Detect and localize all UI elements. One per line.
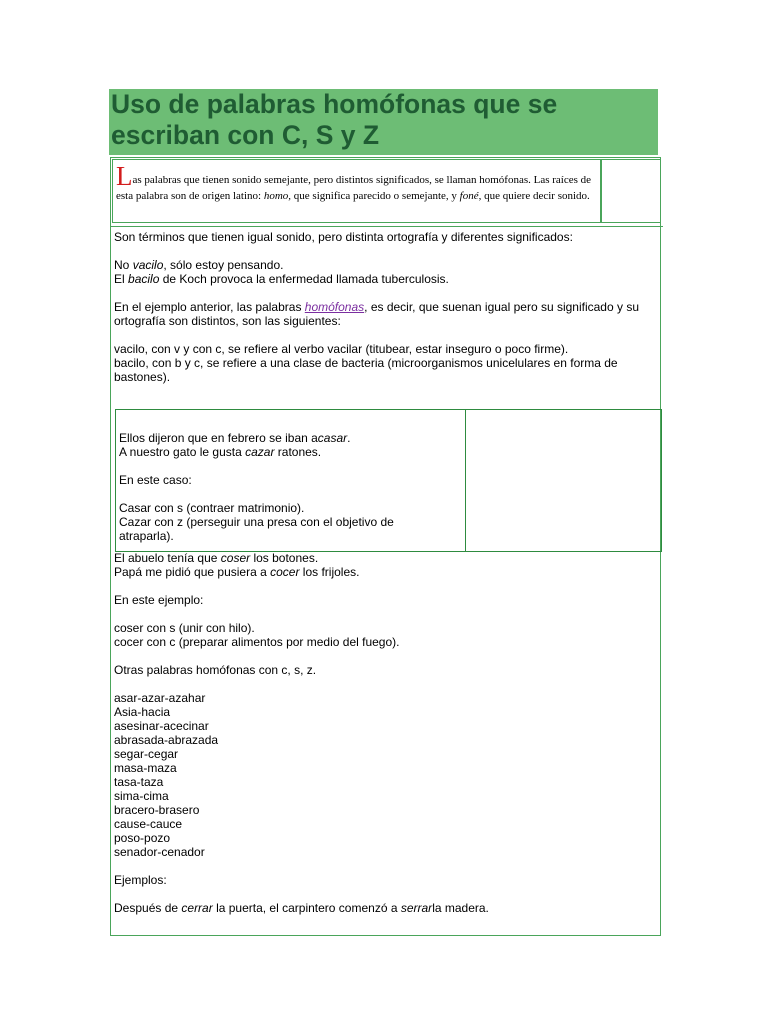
- example-vacilo: No vacilo, sólo estoy pensando.: [114, 258, 284, 272]
- definition-text: Son términos que tienen igual sonido, pero distinta ortografía y diferentes significados:: [114, 230, 573, 244]
- coser-definition: coser con s (unir con hilo).: [114, 621, 255, 635]
- word-pair: asesinar-acecinar: [114, 719, 209, 733]
- example-coser: El abuelo tenía que coser los botones.: [114, 551, 319, 565]
- example-cazar: A nuestro gato le gusta cazar ratones.: [119, 445, 322, 459]
- ejemplo-label: En este ejemplo:: [114, 593, 204, 607]
- ejemplos-label: Ejemplos:: [114, 873, 167, 887]
- intro-text-1: as palabras que tienen sonido semejante, pero distintos significados, se llaman homófonas. Las raíces de esta palabra son de origen latino:: [116, 174, 592, 202]
- page-title: Uso de palabras homófonas que se escriban con C, S y Z: [111, 89, 558, 150]
- inner-left-cell: [116, 410, 466, 551]
- word-pair: sima-cima: [114, 789, 169, 803]
- example-cocer: Papá me pidió que pusiera a cocer los frijoles.: [114, 565, 360, 579]
- example-casar: Ellos dijeron que en febrero se iban acasar.: [119, 431, 351, 445]
- title-banner: [109, 89, 658, 155]
- intro-empty-cell: [601, 159, 661, 223]
- word-pair: segar-cegar: [114, 747, 179, 761]
- casar-definition: Casar con s (contraer matrimonio).: [119, 501, 305, 515]
- section-homofonas: [114, 230, 659, 384]
- intro-fone: foné,: [459, 189, 482, 202]
- drop-cap: L: [116, 161, 133, 191]
- intro-text-2: que significa parecido o semejante, y: [291, 189, 460, 202]
- cocer-definition: cocer con c (preparar alimentos por medio del fuego).: [114, 635, 400, 649]
- word-pair: masa-maza: [114, 761, 177, 775]
- caso-label: En este caso:: [119, 473, 192, 487]
- intro-cell: [112, 159, 601, 223]
- example-cerrar-serrar: Después de cerrar la puerta, el carpintero comenzó a serrarla madera.: [114, 901, 489, 915]
- inner-table: [115, 409, 662, 552]
- word-pair: asar-azar-azahar: [114, 691, 206, 705]
- example-bacilo: El bacilo de Koch provoca la enfermedad llamada tuberculosis.: [114, 272, 449, 286]
- intro-row: [110, 157, 663, 227]
- homofonas-link[interactable]: homófonas: [304, 300, 365, 314]
- word-pair: abrasada-abrazada: [114, 733, 219, 747]
- section-coser-cocer: [114, 551, 659, 915]
- cazar-definition: Cazar con z (perseguir una presa con el objetivo de atraparla).: [119, 515, 394, 543]
- word-pair: poso-pozo: [114, 831, 171, 845]
- intro-text-3: que quiere decir sonido.: [481, 189, 590, 202]
- word-pair: cause-cauce: [114, 817, 183, 831]
- word-pair: Asia-hacia: [114, 705, 171, 719]
- word-pair: bracero-brasero: [114, 803, 200, 817]
- otras-label: Otras palabras homófonas con c, s, z.: [114, 663, 317, 677]
- intro-homo: homo,: [263, 189, 292, 202]
- casar-cazar-block: [119, 431, 419, 543]
- row-divider: [110, 226, 663, 227]
- vacilo-definition: vacilo, con v y con c, se refiere al verbo vacilar (titubear, estar inseguro o poco firme).: [114, 342, 569, 356]
- bacilo-definition: bacilo, con b y c, se refiere a una clase de bacteria (microorganismos unicelulares en forma de bastones).: [114, 356, 618, 384]
- intro-paragraph: [116, 161, 600, 204]
- word-pair: tasa-taza: [114, 775, 164, 789]
- word-pair: senador-cenador: [114, 845, 205, 859]
- anterior-paragraph: En el ejemplo anterior, las palabras homófonas, es decir, que suenan igual pero su significado y su ortografía son distintos, son las siguientes:: [114, 300, 639, 328]
